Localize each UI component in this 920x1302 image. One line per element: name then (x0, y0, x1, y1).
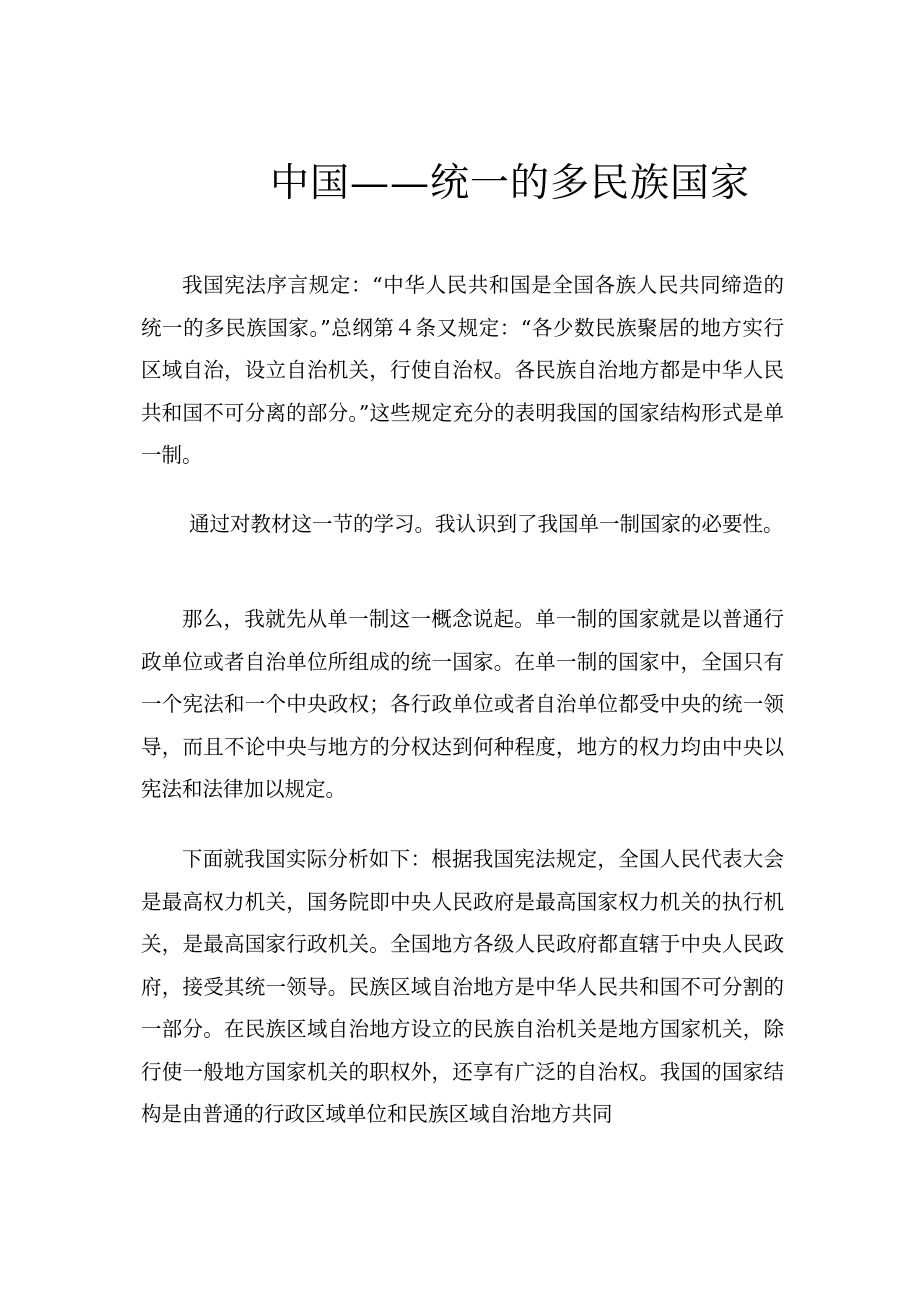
paragraph-unitary-definition: 那么，我就先从单一制这一概念说起。单一制的国家就是以普通行政单位或者自治单位所组成的统一国家。在单一制的国家中，全国只有一个宪法和一个中央政权；各行政单位或者自治单位都受中央的统一领导，而且不论中央与地方的分权达到何种程度，地方的权力均由中央以宪法和法律加以规定。 (141, 607, 784, 801)
page-title: 中国——统一的多民族国家 (270, 161, 751, 206)
paragraph-analysis: 下面就我国实际分析如下：根据我国宪法规定，全国人民代表大会是最高权力机关，国务院即中央人民政府是最高国家权力机关的执行机关，是最高国家行政机关。全国地方各级人民政府都直辖于中央人民政府，接受其统一领导。民族区域自治地方是中华人民共和国不可分割的一部分。在民族区域自治地方设立的民族自治机关是地方国家机关，除行使一般地方国家机关的职权外，还享有广泛的自治权。我国的国家结构是由普通的行政区域单位和民族区域自治地方共同 (141, 847, 784, 1126)
paragraph-constitution: 我国宪法序言规定：“中华人民共和国是全国各族人民共同缔造的统一的多民族国家。”总纲第４条又规定：“各少数民族聚居的地方实行区域自治，设立自治机关，行使自治权。各民族自治地方都是中华人民共和国不可分离的部分。”这些规定充分的表明我国的国家结构形式是单一制。 (141, 273, 784, 467)
paragraph-learning: 通过对教材这一节的学习。我认识到了我国单一制国家的必要性。 (189, 512, 784, 536)
